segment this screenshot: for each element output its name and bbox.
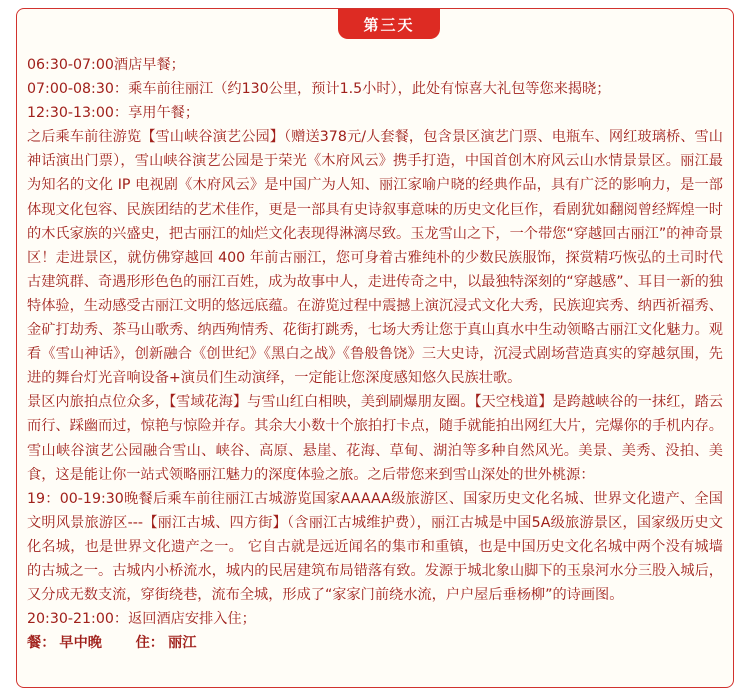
stay-label: 住： (135, 635, 164, 652)
drive-line: 07:00-08:30：乘车前往丽江（约130公里，预计1.5小时），此处有惊喜大礼包等您来揭晓； (27, 81, 611, 98)
day-title-tab: 第三天 (338, 9, 440, 39)
park-paragraph-2: 景区内旅拍点位众多，【雪域花海】与雪山红白相映，美到刷爆朋友圈。【天空栈道】是跨越峡谷的一抹红，踏云而行、踩幽而过，惊艳与惊险并存。其余大小数十个旅拍打卡点，随手就能拍出网红大片，完爆你的手机内存。雪山峡谷演艺公园融合雪山、峡谷、高原、悬崖、花海、草甸、湖泊等多种自然风光。美景、美秀、没拍、美食，这是能让你一站式领略丽江魅力的深度体验之旅。之后带您来到雪山深处的世外桃源： (27, 394, 723, 483)
meal-label: 餐： (27, 635, 56, 652)
stay-value: 丽江 (168, 635, 197, 652)
itinerary-content (27, 53, 723, 655)
return-line: 20:30-21:00：返回酒店安排入住； (27, 611, 256, 628)
park-paragraph-1: 之后乘车前往游览【雪山峡谷演艺公园】（赠送378元/人套餐，包含景区演艺门票、电瓶车、网红玻璃桥、雪山神话演出门票），雪山峡谷演艺公园是于荣光《木府风云》携手打造，中国首创木府风云山水情景景区。丽江最为知名的文化 IP 电视剧《木府风云》是中国广为人知、丽江家喻户晓的经典作品，具有广泛的影响力，是一部体现文化包容、民族团结的艺术佳作，更是一部具有史诗叙事意味的历史文化巨作，看剧犹如翻阅曾经辉煌一时的木氏家族的兴盛史，把古丽江的灿烂文化表现得淋漓尽致。玉龙雪山之下，一个带您“穿越回古丽江”的神奇景区！走进景区，就仿佛穿越回 400 年前古丽江，您可身着古雅纯朴的少数民族服饰，探赏精巧恢弘的土司时代古建筑群、奇遇形形色色的丽江百姓，成为故事中人，走进传奇之中，以最独特深刻的“穿越感”、耳目一新的独特体验，生动感受古丽江文明的悠远底蕴。在游览过程中震撼上演沉浸式文化大秀，民族迎宾秀、纳西祈福秀、金矿打劫秀、茶马山歌秀、纳西殉情秀、花街打跳秀，七场大秀让您于真山真水中生动领略古丽江文化魅力。观看《雪山神话》，创新融合《创世纪》《黑白之战》《鲁般鲁饶》三大史诗，沉浸式剧场营造真实的穿越氛围，先进的舞台灯光音响设备+演员们生动演绎，一定能让您深度感知悠久民族壮歌。 (27, 129, 723, 387)
summary-row (27, 631, 723, 655)
breakfast-line: 06:30-07:00酒店早餐； (27, 57, 185, 73)
lunch-line: 12:30-13:00：享用午餐； (27, 105, 200, 122)
oldtown-paragraph: 19：00-19:30晚餐后乘车前往丽江古城游览国家AAAAA级旅游区、国家历史文化名城、世界文化遗产、全国文明风景旅游区---【丽江古城、四方街】（含丽江古城维护费），丽江古城是中国5A级旅游景区，国家级历史文化名城，也是世界文化遗产之一。 它自古就是远近闻名的集市和重镇，也是中国历史文化名城中两个没有城墙的古城之一。古城内小桥流水，城内的民居建筑布局错落有致。发源于城北象山脚下的玉泉河水分三股入城后，又分成无数支流，穿街绕巷，流布全城，形成了“家家门前绕水流，户户屋后垂杨柳”的诗画图。 (27, 490, 723, 604)
meal-value: 早中晚 (59, 635, 102, 652)
